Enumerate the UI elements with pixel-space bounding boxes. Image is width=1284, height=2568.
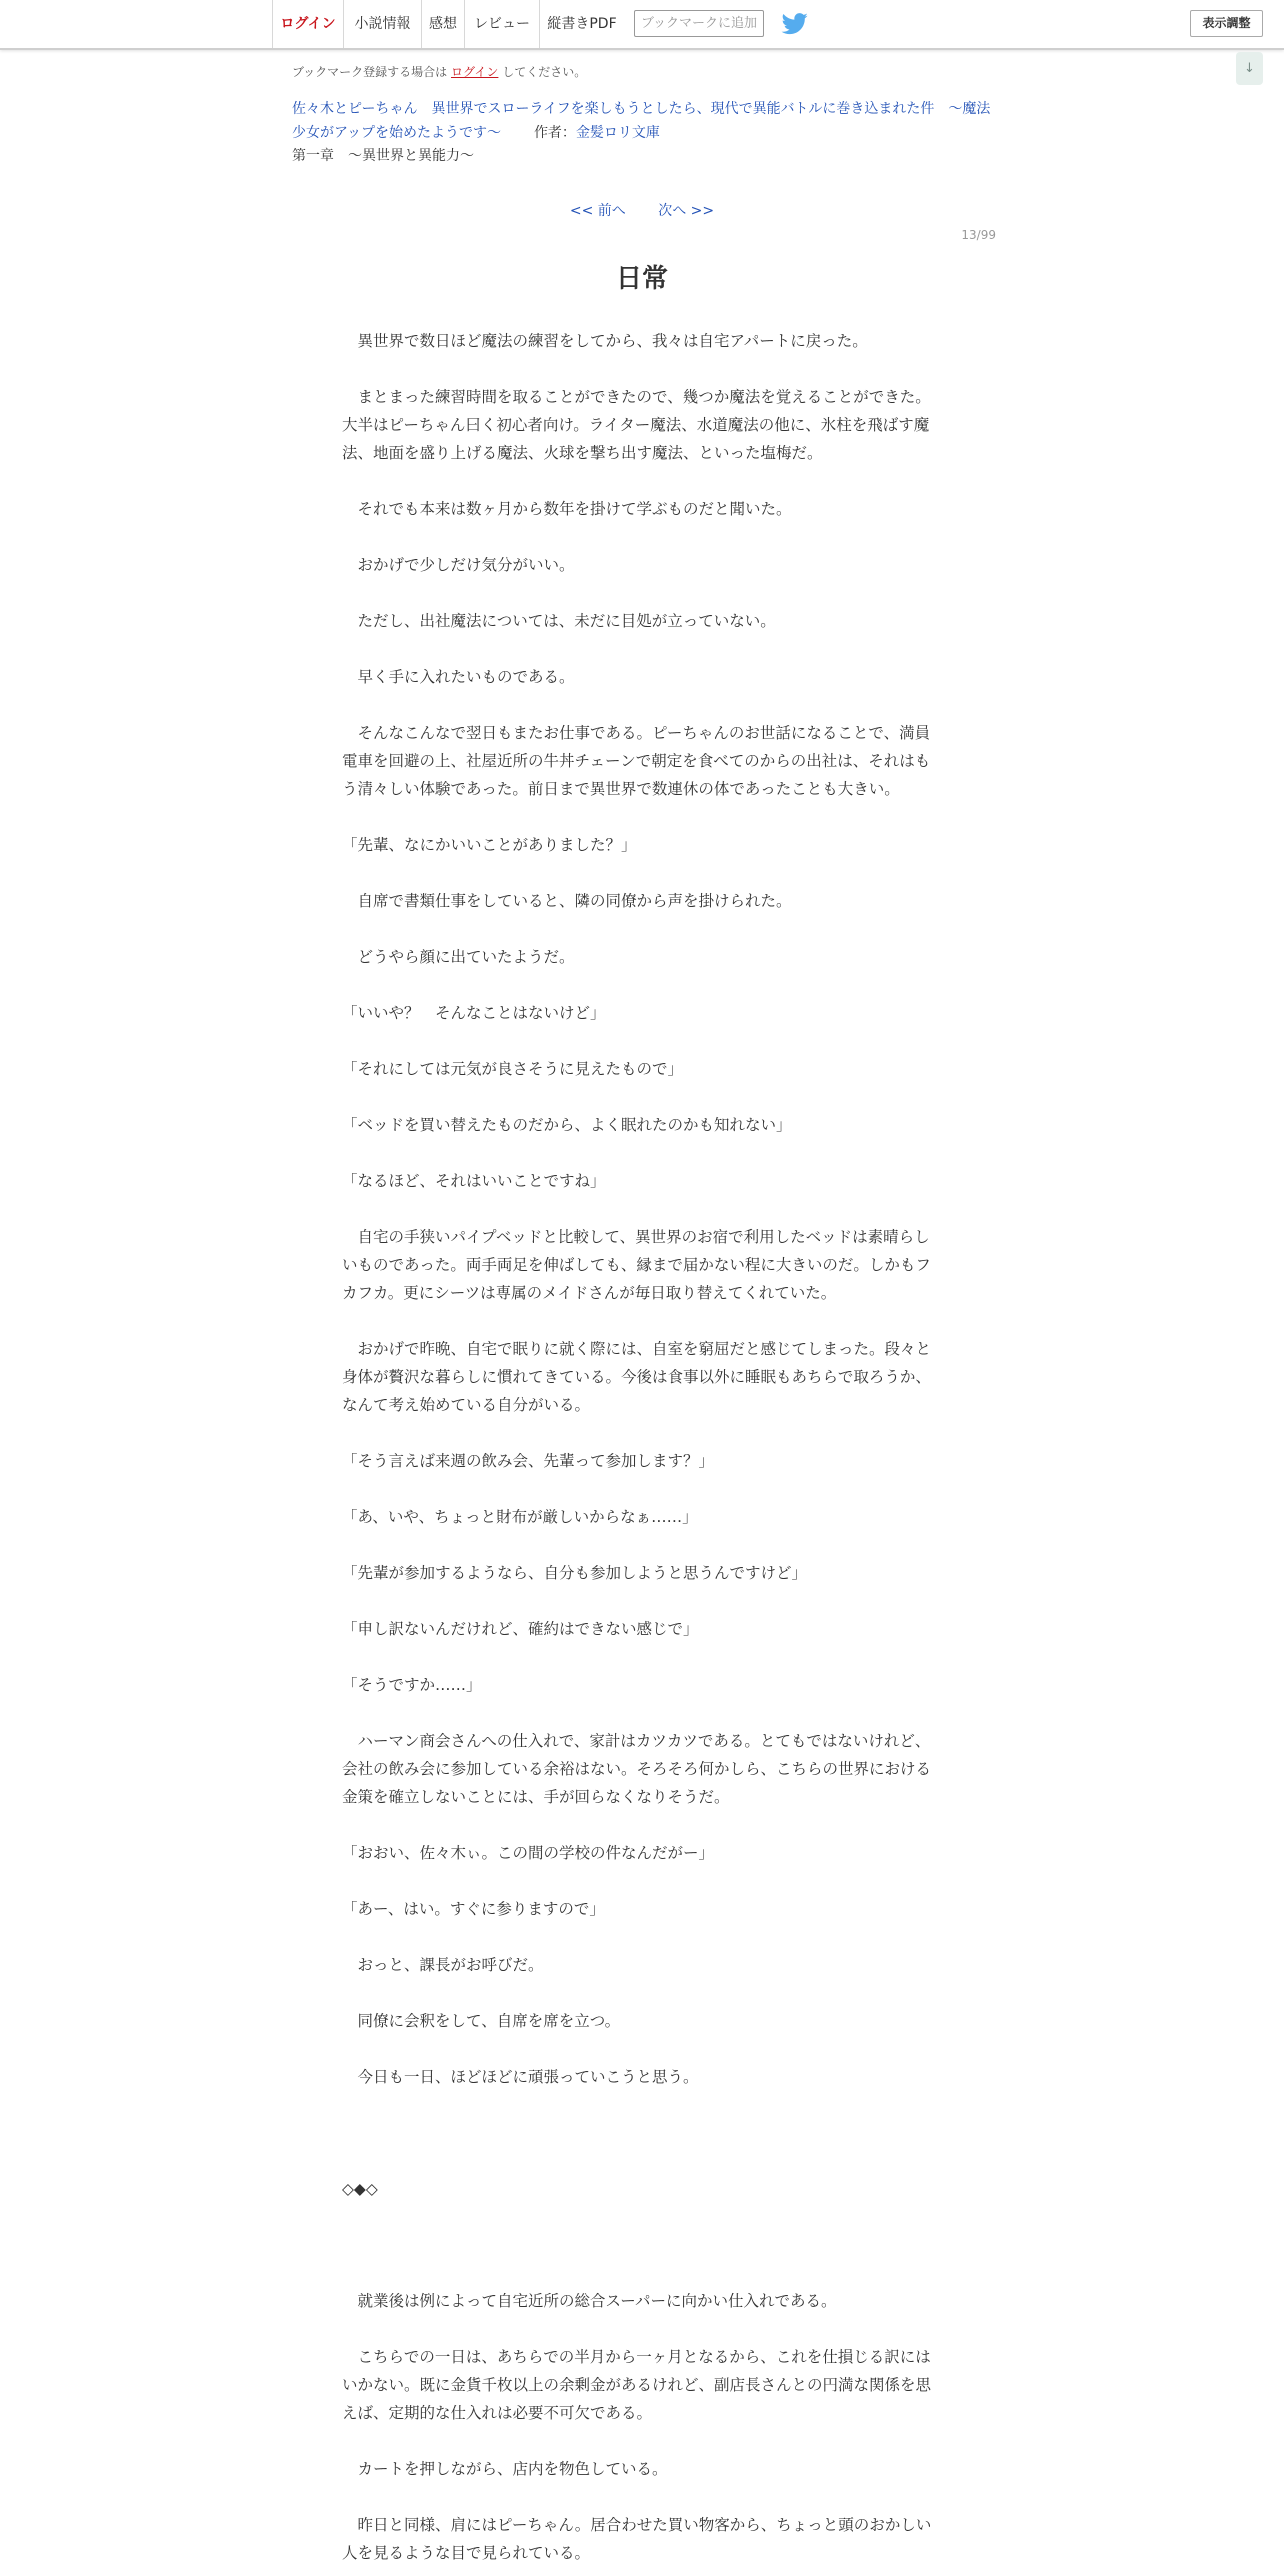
novel-paragraph: まとまった練習時間を取ることができたので、幾つか魔法を覚えることができた。大半はピーちゃん曰く初心者向け。ライター魔法、水道魔法の他に、氷柱を飛ばす魔法、地面を盛り上げる魔法、火球を撃ち出す魔法、といった塩梅だ。 bbox=[342, 388, 931, 462]
novel-paragraph: ただし、出社魔法については、未だに目処が立っていない。 bbox=[342, 612, 776, 630]
novel-paragraph: それでも本来は数ヶ月から数年を掛けて学ぶものだと聞いた。 bbox=[342, 500, 792, 518]
novel-paragraph: 「おおい、佐々木ぃ。この間の学校の件なんだがー」 bbox=[342, 1844, 715, 1862]
novel-paragraph: おっと、課長がお呼びだ。 bbox=[342, 1956, 544, 1974]
blank-line bbox=[342, 1475, 938, 1503]
blank-line bbox=[342, 579, 938, 607]
novel-paragraph: 昨日と同様、肩にはピーちゃん。居合わせた買い物客から、ちょっと頭のおかしい人を見るような目で見られている。 bbox=[342, 2516, 932, 2562]
novel-paragraph: 就業後は例によって自宅近所の総合スーパーに向かい仕入れである。 bbox=[342, 2292, 837, 2310]
top-nav bbox=[0, 0, 1284, 50]
novel-paragraph: おかげで昨晩、自宅で眠りに就く際には、自室を窮屈だと感じてしまった。段々と身体が贅沢な暮らしに慣れてきている。今後は食事以外に睡眠もあちらで取ろうか、なんて考え始めている自分がいる。 bbox=[342, 1340, 932, 1414]
novel-paragraph: どうやら顔に出ていたようだ。 bbox=[342, 948, 575, 966]
display-settings-button[interactable]: 表示調整 bbox=[1190, 10, 1263, 37]
blank-line bbox=[342, 2091, 938, 2119]
episode-title: 日常 bbox=[615, 264, 668, 294]
blank-line bbox=[342, 1923, 938, 1951]
novel-paragraph: 「あ、いや、ちょっと財布が厳しいからなぁ……」 bbox=[342, 1508, 698, 1526]
blank-line bbox=[342, 1643, 938, 1671]
blank-line bbox=[342, 1307, 938, 1335]
novel-paragraph: 「なるほど、それはいいことですね」 bbox=[342, 1172, 606, 1190]
novel-paragraph: カートを押しながら、店内を物色している。 bbox=[342, 2460, 668, 2478]
blank-line bbox=[342, 2315, 938, 2343]
blank-line bbox=[342, 1811, 938, 1839]
novel-paragraph: 「申し訳ないんだけれど、確約はできない感じで」 bbox=[342, 1620, 699, 1638]
nav-novel-info-link[interactable]: 小説情報 bbox=[343, 0, 421, 48]
pager bbox=[0, 200, 1284, 220]
blank-line bbox=[342, 2259, 938, 2287]
blank-line bbox=[342, 1699, 938, 1727]
blank-line bbox=[342, 1083, 938, 1111]
blank-line bbox=[342, 1027, 938, 1055]
nav-review-link[interactable]: レビュー bbox=[464, 0, 539, 48]
novel-paragraph: 「そうですか……」 bbox=[342, 1676, 482, 1694]
author-label: 作者： bbox=[533, 125, 576, 141]
blank-line bbox=[342, 2483, 938, 2511]
bookmark-note-suffix: してください。 bbox=[502, 65, 587, 79]
novel-paragraph: 「いいや？ そんなことはないけど」 bbox=[342, 1004, 606, 1022]
novel-paragraph: 自宅の手狭いパイプベッドと比較して、異世界のお宿で利用したベッドは素晴らしいものであった。両手両足を伸ばしても、縁まで届かない程に大きいのだ。しかもフカフカ。更にシーツは専属のメイドさんが毎日取り替えてくれていた。 bbox=[342, 1228, 931, 1302]
series-title-link[interactable]: 佐々木とピーちゃん 異世界でスローライフを楽しもうとしたら、現代で異能バトルに巻き込まれた件 ～魔法少女がアップを始めたようです～ bbox=[292, 101, 991, 141]
blank-line bbox=[342, 2203, 938, 2231]
twitter-icon[interactable] bbox=[781, 13, 809, 35]
blank-line bbox=[342, 635, 938, 663]
novel-paragraph: ハーマン商会さんへの仕入れで、家計はカツカツである。とてもではないけれど、会社の飲み会に参加している余裕はない。そろそろ何かしら、こちらの世界における金策を確立しないことには、手が回らなくなりそうだ。 bbox=[342, 1732, 932, 1806]
novel-paragraph: 「先輩が参加するようなら、自分も参加しようと思うんですけど」 bbox=[342, 1564, 808, 1582]
blank-line bbox=[342, 1195, 938, 1223]
blank-line bbox=[342, 2427, 938, 2455]
blank-line bbox=[342, 1419, 938, 1447]
nav-vertical-pdf-link[interactable]: 縦書きPDF bbox=[539, 0, 624, 48]
novel-paragraph: 「そう言えば来週の飲み会、先輩って参加します？」 bbox=[342, 1452, 715, 1470]
novel-paragraph: 「先輩、なにかいいことがありました？」 bbox=[342, 836, 637, 854]
nav-login-link[interactable]: ログイン bbox=[272, 0, 343, 48]
blank-line bbox=[342, 1867, 938, 1895]
bookmark-login-note bbox=[292, 63, 586, 80]
blank-line bbox=[342, 2147, 938, 2175]
novel-paragraph: こちらでの一日は、あちらでの半月から一ヶ月となるから、これを仕損じる訳にはいかない。既に金貨千枚以上の余剰金があるけれど、副店長さんとの円満な関係を思えば、定期的な仕入れは必要不可欠である。 bbox=[342, 2348, 932, 2422]
blank-line bbox=[342, 1979, 938, 2007]
novel-paragraph: 早く手に入れたいものである。 bbox=[342, 668, 575, 686]
blank-line bbox=[342, 803, 938, 831]
novel-paragraph: おかげで少しだけ気分がいい。 bbox=[342, 556, 575, 574]
page-count: 13/99 bbox=[961, 228, 996, 242]
blank-line bbox=[342, 691, 938, 719]
scroll-down-icon[interactable]: ↓ bbox=[1236, 52, 1263, 85]
blank-line bbox=[342, 971, 938, 999]
blank-line bbox=[342, 523, 938, 551]
bookmark-note-prefix: ブックマーク登録する場合は bbox=[292, 65, 448, 79]
novel-body bbox=[342, 327, 938, 2567]
blank-line bbox=[342, 467, 938, 495]
bookmark-add-button[interactable]: ブックマークに追加 bbox=[634, 10, 764, 37]
blank-line bbox=[342, 2231, 938, 2259]
blank-line bbox=[342, 1531, 938, 1559]
blank-line bbox=[342, 1587, 938, 1615]
blank-line bbox=[342, 915, 938, 943]
novel-paragraph: 「ベッドを買い替えたものだから、よく眠れたのかも知れない」 bbox=[342, 1116, 792, 1134]
blank-line bbox=[342, 2119, 938, 2147]
novel-paragraph: 「あー、はい。すぐに参りますので」 bbox=[342, 1900, 605, 1918]
author-link[interactable]: 金髪ロリ文庫 bbox=[575, 125, 660, 141]
blank-line bbox=[342, 1139, 938, 1167]
next-page-link[interactable]: 次へ >> bbox=[658, 203, 715, 219]
novel-paragraph: 異世界で数日ほど魔法の練習をしてから、我々は自宅アパートに戻った。 bbox=[342, 332, 868, 350]
novel-paragraph: 自席で書類仕事をしていると、隣の同僚から声を掛けられた。 bbox=[342, 892, 792, 910]
novel-paragraph: 「それにしては元気が良さそうに見えたもので」 bbox=[342, 1060, 684, 1078]
novel-paragraph: そんなこんなで翌日もまたお仕事である。ピーちゃんのお世話になることで、満員電車を回避の上、社屋近所の牛丼チェーンで朝定を食べてのからの出社は、それはもう清々しい体験であった。前日まで異世界で数連休の体であったことも大きい。 bbox=[342, 724, 931, 798]
novel-paragraph: ◇◆◇ bbox=[342, 2180, 378, 2198]
nav-impressions-link[interactable]: 感想 bbox=[421, 0, 464, 48]
novel-paragraph: 同僚に会釈をして、自席を席を立つ。 bbox=[342, 2012, 621, 2030]
bookmark-note-login-link[interactable]: ログイン bbox=[451, 65, 499, 79]
novel-paragraph: 今日も一日、ほどほどに頑張っていこうと思う。 bbox=[342, 2068, 699, 2086]
blank-line bbox=[342, 2035, 938, 2063]
blank-line bbox=[342, 859, 938, 887]
series-info bbox=[292, 97, 992, 145]
prev-page-link[interactable]: << 前へ bbox=[569, 203, 626, 219]
blank-line bbox=[342, 355, 938, 383]
chapter-title: 第一章 ～異世界と異能力～ bbox=[292, 148, 474, 164]
